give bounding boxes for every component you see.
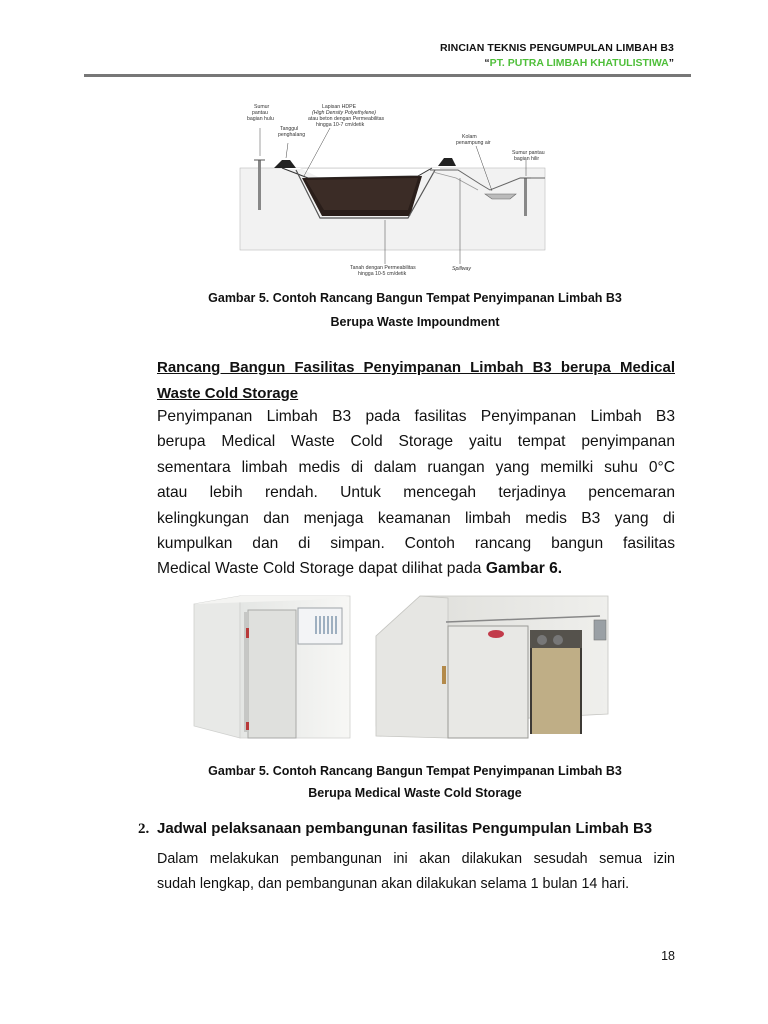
label-kolam-l2: penampung air bbox=[456, 140, 491, 146]
item2-heading: Jadwal pelaksanaan pembangunan fasilitas Pengumpulan Limbah B3 bbox=[157, 820, 653, 837]
paragraph-last-text: Medical Waste Cold Storage dapat dilihat pada bbox=[157, 560, 486, 578]
label-sumur-hilir-l2: bagian hilir bbox=[514, 156, 540, 162]
label-kolam-l1: Kolam bbox=[462, 134, 477, 140]
paragraph-line: Penyimpanan Limbah B3 pada fasilitas Penyimpanan Limbah B3 bbox=[157, 408, 675, 425]
paragraph-line: Dalam melakukan pembangunan ini akan dilakukan sesudah semua izin bbox=[157, 851, 675, 867]
label-tanggul-l2: penghalang bbox=[278, 132, 306, 138]
figure5-caption-line2: Berupa Waste Impoundment bbox=[330, 315, 500, 329]
paragraph-line: sementara limbah medis di dalam ruangan yang memilki suhu 0°C bbox=[157, 458, 675, 476]
label-tanggul-l1: Tanggul bbox=[280, 126, 299, 132]
close-quote: ” bbox=[668, 57, 674, 69]
label-sumur-hulu-l2: pantau bbox=[252, 110, 268, 116]
list-number: 2. bbox=[138, 821, 150, 837]
figure-reference: Gambar 6. bbox=[485, 560, 563, 578]
open-quote: “ bbox=[484, 57, 490, 69]
large-cold-room-image bbox=[376, 596, 608, 738]
section-paragraph bbox=[157, 404, 675, 582]
label-spillway: Spillway bbox=[452, 266, 472, 272]
figure6-caption-line1: Gambar 5. Contoh Rancang Bangun Tempat Penyimpanan Limbah B3 bbox=[208, 764, 622, 778]
label-lapisan-l2: (High Density Polyethylene) bbox=[312, 110, 377, 116]
item2-paragraph bbox=[157, 847, 675, 897]
label-lapisan bbox=[308, 104, 386, 128]
section-heading-line1: Rancang Bangun Fasilitas Penyimpanan Limbah B3 berupa Medical bbox=[157, 359, 675, 376]
paragraph-line: berupa Medical Waste Cold Storage yaitu tempat penyimpanan bbox=[157, 433, 675, 451]
label-tanah bbox=[350, 265, 417, 277]
label-lapisan-l3: atau beton dengan Permeabilitas bbox=[308, 116, 385, 122]
label-lapisan-l4: hingga 10-7 cm/detik bbox=[316, 122, 365, 128]
label-kolam bbox=[456, 134, 491, 146]
section-heading-line2: Waste Cold Storage bbox=[157, 385, 299, 402]
label-tanah-l1: Tanah dengan Permeabilitas bbox=[350, 265, 416, 271]
waste-impoundment-diagram bbox=[230, 98, 560, 278]
page-number: 18 bbox=[661, 949, 675, 963]
label-tanah-l2: hingga 10-5 cm/detik bbox=[358, 271, 407, 277]
small-cold-room-image bbox=[194, 596, 350, 738]
paragraph-line: atau lebih rendah. Untuk mencegah terjadinya pencemaran bbox=[157, 484, 675, 502]
label-sumur-hilir bbox=[512, 150, 546, 162]
paragraph-line: kelingkungan dan menjaga keamanan limbah medis B3 yang di bbox=[157, 509, 675, 527]
paragraph-line: kumpulkan dan di simpan. Contoh rancang bangun fasilitas bbox=[157, 535, 675, 553]
label-sumur-hilir-l1: Sumur pantau bbox=[512, 150, 545, 156]
header-divider bbox=[84, 74, 691, 77]
label-sumur-hulu bbox=[247, 104, 274, 122]
section-heading bbox=[157, 355, 675, 407]
figure5-caption-line1: Gambar 5. Contoh Rancang Bangun Tempat Penyimpanan Limbah B3 bbox=[208, 291, 622, 305]
company-name: PT. PUTRA LIMBAH KHATULISTIWA bbox=[489, 57, 669, 69]
paragraph-last-line bbox=[157, 556, 675, 581]
label-sumur-hulu-l1: Sumur bbox=[254, 104, 270, 110]
label-sumur-hulu-l3: bagian hulu bbox=[247, 116, 274, 122]
running-header-title: RINCIAN TEKNIS PENGUMPULAN LIMBAH B3 bbox=[439, 42, 674, 54]
label-lapisan-l1: Lapisan HDPE bbox=[322, 104, 357, 110]
figure6-caption-line2: Berupa Medical Waste Cold Storage bbox=[308, 786, 522, 800]
paragraph-line: sudah lengkap, dan pembangunan akan dilakukan selama 1 bulan 14 hari. bbox=[157, 876, 630, 892]
running-header-company bbox=[484, 57, 674, 69]
cold-storage-photos bbox=[190, 586, 630, 744]
label-tanggul bbox=[278, 126, 305, 138]
